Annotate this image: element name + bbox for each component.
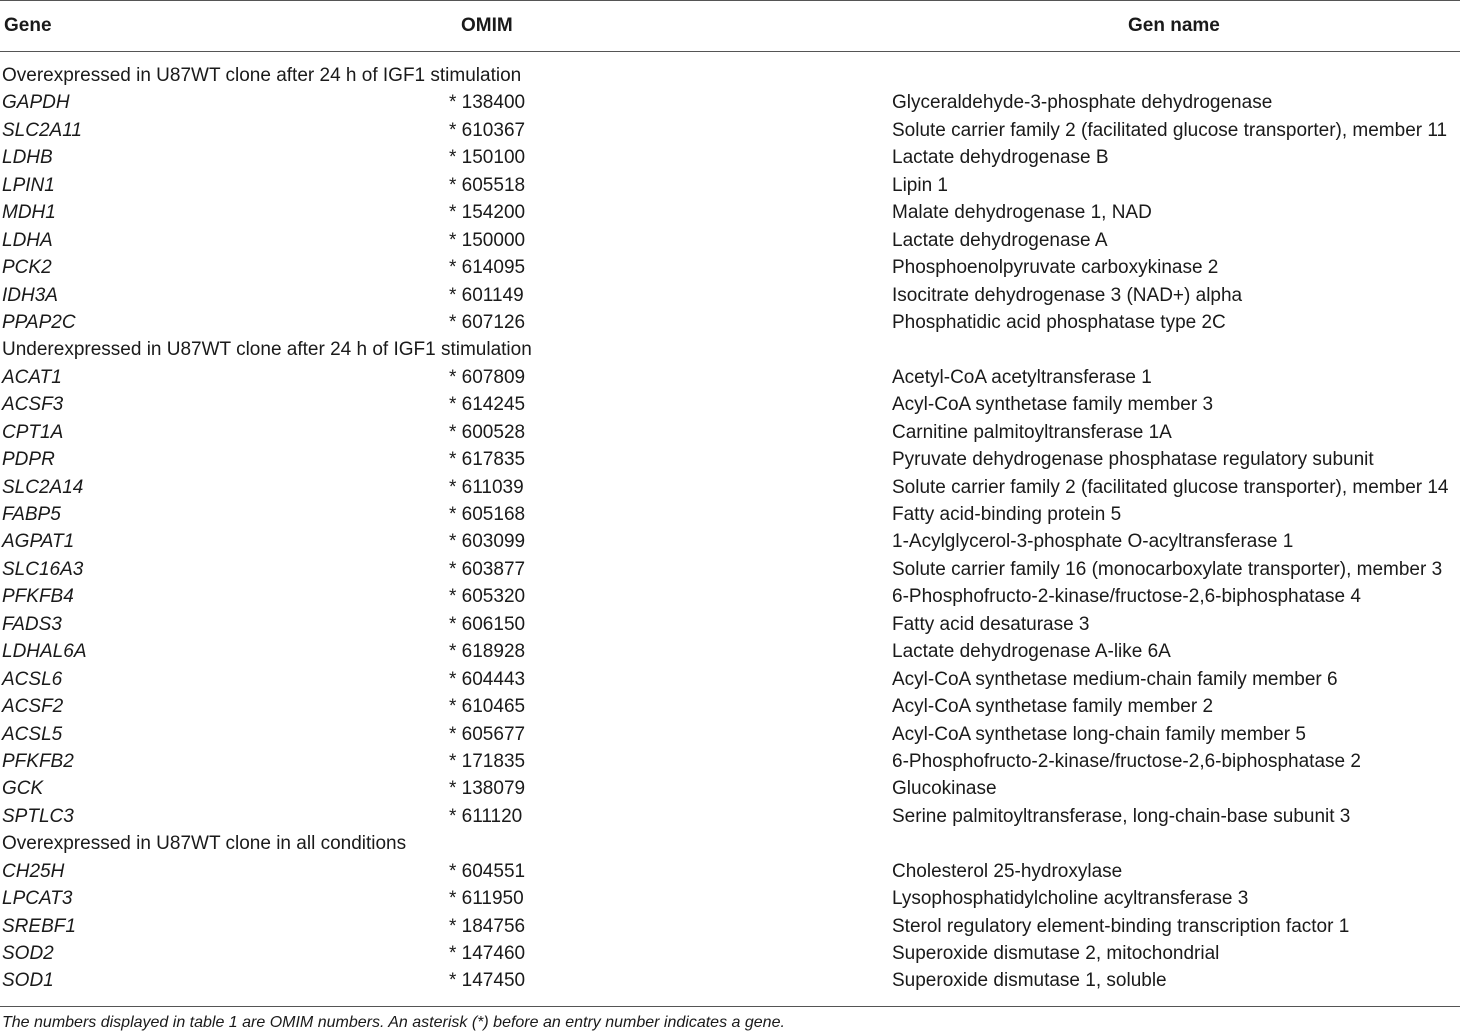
- table-row: [0, 803, 1460, 830]
- table-row: [0, 666, 1460, 693]
- omim-number: * 605168: [449, 504, 526, 525]
- gene-name: Acyl-CoA synthetase medium-chain family member 6: [892, 668, 1338, 690]
- gene-symbol: SLC2A11: [2, 119, 82, 141]
- gene-name: Fatty acid desaturase 3: [892, 613, 1090, 635]
- omim-number: * 150100: [449, 147, 526, 169]
- omim-number: * 147450: [449, 970, 526, 992]
- gene-symbol: MDH1: [2, 202, 56, 224]
- table-row: [0, 117, 1460, 144]
- omim-number: * 618928: [449, 641, 526, 663]
- omim-number: * 603877: [449, 558, 526, 580]
- omim-number: * 610367: [449, 119, 526, 141]
- header-omim: OMIM: [461, 15, 513, 36]
- omim-number: * 171835: [449, 750, 526, 772]
- omim-number: * 138400: [449, 92, 526, 114]
- table-header: [0, 0, 1460, 51]
- table-header-rule: [0, 51, 1460, 52]
- gene-name: Malate dehydrogenase 1, NAD: [892, 202, 1152, 224]
- gene-name: Phosphoenolpyruvate carboxykinase 2: [892, 257, 1219, 279]
- gene-symbol: PDPR: [2, 449, 55, 471]
- gene-name: Glyceraldehyde-3-phosphate dehydrogenase: [892, 92, 1273, 114]
- table-bottom-rule: [0, 1006, 1460, 1007]
- gene-name: Solute carrier family 2 (facilitated glucose transporter), member 11: [892, 119, 1448, 141]
- gene-symbol: SPTLC3: [2, 805, 74, 827]
- gene-name: Acyl-CoA synthetase family member 3: [892, 394, 1214, 416]
- gene-name: Lactate dehydrogenase A: [892, 229, 1108, 251]
- table-row: [0, 721, 1460, 748]
- omim-number: * 601149: [449, 284, 524, 306]
- gene-symbol: IDH3A: [2, 284, 58, 306]
- omim-number: * 154200: [449, 202, 526, 224]
- gene-symbol: LPCAT3: [2, 888, 73, 910]
- table-row: [0, 748, 1460, 775]
- gene-symbol: SOD1: [2, 970, 54, 992]
- omim-number: * 604443: [449, 668, 526, 690]
- table-row: [0, 309, 1460, 336]
- gene-symbol: FADS3: [2, 613, 62, 635]
- table-row: [0, 583, 1460, 610]
- table-row: [0, 446, 1460, 473]
- section-label: Overexpressed in U87WT clone after 24 h of IGF1 stimulation: [2, 65, 522, 86]
- omim-number: * 607809: [449, 366, 526, 388]
- gene-symbol: LPIN1: [2, 174, 55, 196]
- gene-symbol: SLC16A3: [2, 558, 84, 580]
- omim-number: * 607126: [449, 311, 526, 333]
- table-row: [0, 501, 1460, 528]
- table-row: [0, 556, 1460, 583]
- gene-name: 6-Phosphofructo-2-kinase/fructose-2,6-biphosphatase 2: [892, 750, 1361, 772]
- gene-symbol: CH25H: [2, 860, 65, 882]
- gene-symbol: LDHA: [2, 229, 53, 251]
- omim-number: * 138079: [449, 778, 526, 800]
- table-row: [0, 967, 1460, 994]
- omim-number: * 605677: [449, 723, 526, 745]
- omim-number: * 611120: [449, 805, 523, 827]
- table-row: [0, 391, 1460, 418]
- gene-name: Lactate dehydrogenase A-like 6A: [892, 641, 1171, 663]
- gene-symbol: GCK: [2, 778, 44, 800]
- gene-symbol: ACSF3: [2, 394, 64, 416]
- omim-number: * 605320: [449, 586, 526, 608]
- gene-symbol: ACSF2: [2, 696, 64, 718]
- table-row: [0, 940, 1460, 967]
- table-row: [0, 199, 1460, 226]
- omim-number: * 610465: [449, 696, 526, 718]
- omim-number: * 605518: [449, 174, 526, 196]
- gene-symbol: PPAP2C: [2, 311, 76, 333]
- omim-number: * 617835: [449, 449, 526, 471]
- table-row: [0, 611, 1460, 638]
- table-row: [0, 282, 1460, 309]
- gene-symbol: AGPAT1: [2, 531, 75, 553]
- gene-symbol: FABP5: [2, 504, 61, 525]
- omim-number: * 614095: [449, 257, 526, 279]
- gene-name: Acyl-CoA synthetase family member 2: [892, 696, 1214, 718]
- gene-symbol: LDHAL6A: [2, 641, 87, 663]
- gene-symbol: GAPDH: [2, 92, 70, 114]
- gene-name: Solute carrier family 16 (monocarboxylate transporter), member 3: [892, 558, 1443, 580]
- gene-name: Fatty acid-binding protein 5: [892, 504, 1122, 525]
- table-row: [0, 172, 1460, 199]
- gene-name: Superoxide dismutase 2, mitochondrial: [892, 943, 1220, 964]
- table-row: [0, 638, 1460, 665]
- gene-symbol: PCK2: [2, 257, 52, 279]
- table-row: [0, 144, 1460, 171]
- table-row: [0, 885, 1460, 912]
- section-label: Underexpressed in U87WT clone after 24 h of IGF1 stimulation: [2, 339, 532, 361]
- gene-name: Lysophosphatidylcholine acyltransferase 3: [892, 888, 1249, 910]
- gene-symbol: ACSL6: [2, 668, 63, 690]
- gene-name: Phosphatidic acid phosphatase type 2C: [892, 311, 1226, 333]
- gene-name: Lactate dehydrogenase B: [892, 147, 1109, 169]
- omim-number: * 611950: [449, 888, 524, 910]
- gene-name: Cholesterol 25-hydroxylase: [892, 860, 1123, 882]
- table-footnote: The numbers displayed in table 1 are OMIM numbers. An asterisk (*) before an entry number indicates a gene.: [2, 1014, 785, 1031]
- gene-name: Lipin 1: [892, 174, 948, 196]
- gene-symbol: PFKFB4: [2, 586, 74, 608]
- omim-number: * 604551: [449, 860, 526, 882]
- gene-name: 6-Phosphofructo-2-kinase/fructose-2,6-biphosphatase 4: [892, 586, 1361, 608]
- section-row: [0, 62, 1460, 89]
- table-row: [0, 913, 1460, 940]
- gene-symbol: LDHB: [2, 147, 53, 169]
- gene-name: 1-Acylglycerol-3-phosphate O-acyltransferase 1: [892, 531, 1294, 553]
- gene-symbol: ACSL5: [2, 723, 63, 745]
- table-row: [0, 858, 1460, 885]
- omim-number: * 614245: [449, 394, 526, 416]
- table-row: [0, 227, 1460, 254]
- gene-name: Serine palmitoyltransferase, long-chain-base subunit 3: [892, 805, 1351, 827]
- header-gene: Gene: [4, 15, 52, 36]
- omim-number: * 603099: [449, 531, 526, 553]
- table-row: [0, 364, 1460, 391]
- omim-number: * 184756: [449, 915, 526, 937]
- table-row: [0, 775, 1460, 802]
- omim-number: * 600528: [449, 421, 526, 443]
- gene-symbol: SREBF1: [2, 915, 76, 937]
- gene-name: Superoxide dismutase 1, soluble: [892, 970, 1167, 992]
- gene-name: Sterol regulatory element-binding transcription factor 1: [892, 915, 1350, 937]
- gene-name: Solute carrier family 2 (facilitated glucose transporter), member 14: [892, 476, 1449, 498]
- table-row: [0, 89, 1460, 116]
- header-gene-name: Gen name: [1128, 15, 1220, 36]
- gene-name: Acyl-CoA synthetase long-chain family member 5: [892, 723, 1306, 745]
- gene-name: Isocitrate dehydrogenase 3 (NAD+) alpha: [892, 284, 1243, 306]
- gene-symbol: SOD2: [2, 943, 54, 964]
- omim-number: * 147460: [449, 943, 526, 964]
- gene-name: Acetyl-CoA acetyltransferase 1: [892, 366, 1152, 388]
- table-row: [0, 693, 1460, 720]
- table-row: [0, 528, 1460, 555]
- table-row: [0, 419, 1460, 446]
- table-row: [0, 254, 1460, 281]
- gene-symbol: CPT1A: [2, 421, 64, 443]
- section-row: [0, 336, 1460, 363]
- gene-symbol: ACAT1: [2, 366, 62, 388]
- omim-number: * 606150: [449, 613, 526, 635]
- table-body: [0, 62, 1460, 995]
- section-row: [0, 830, 1460, 857]
- gene-name: Carnitine palmitoyltransferase 1A: [892, 421, 1172, 443]
- gene-name: Pyruvate dehydrogenase phosphatase regulatory subunit: [892, 449, 1374, 471]
- table-row: [0, 474, 1460, 501]
- gene-name: Glucokinase: [892, 778, 997, 800]
- gene-symbol: PFKFB2: [2, 750, 74, 772]
- omim-number: * 611039: [449, 476, 524, 498]
- gene-symbol: SLC2A14: [2, 476, 84, 498]
- omim-number: * 150000: [449, 229, 526, 251]
- section-label: Overexpressed in U87WT clone in all conditions: [2, 833, 407, 855]
